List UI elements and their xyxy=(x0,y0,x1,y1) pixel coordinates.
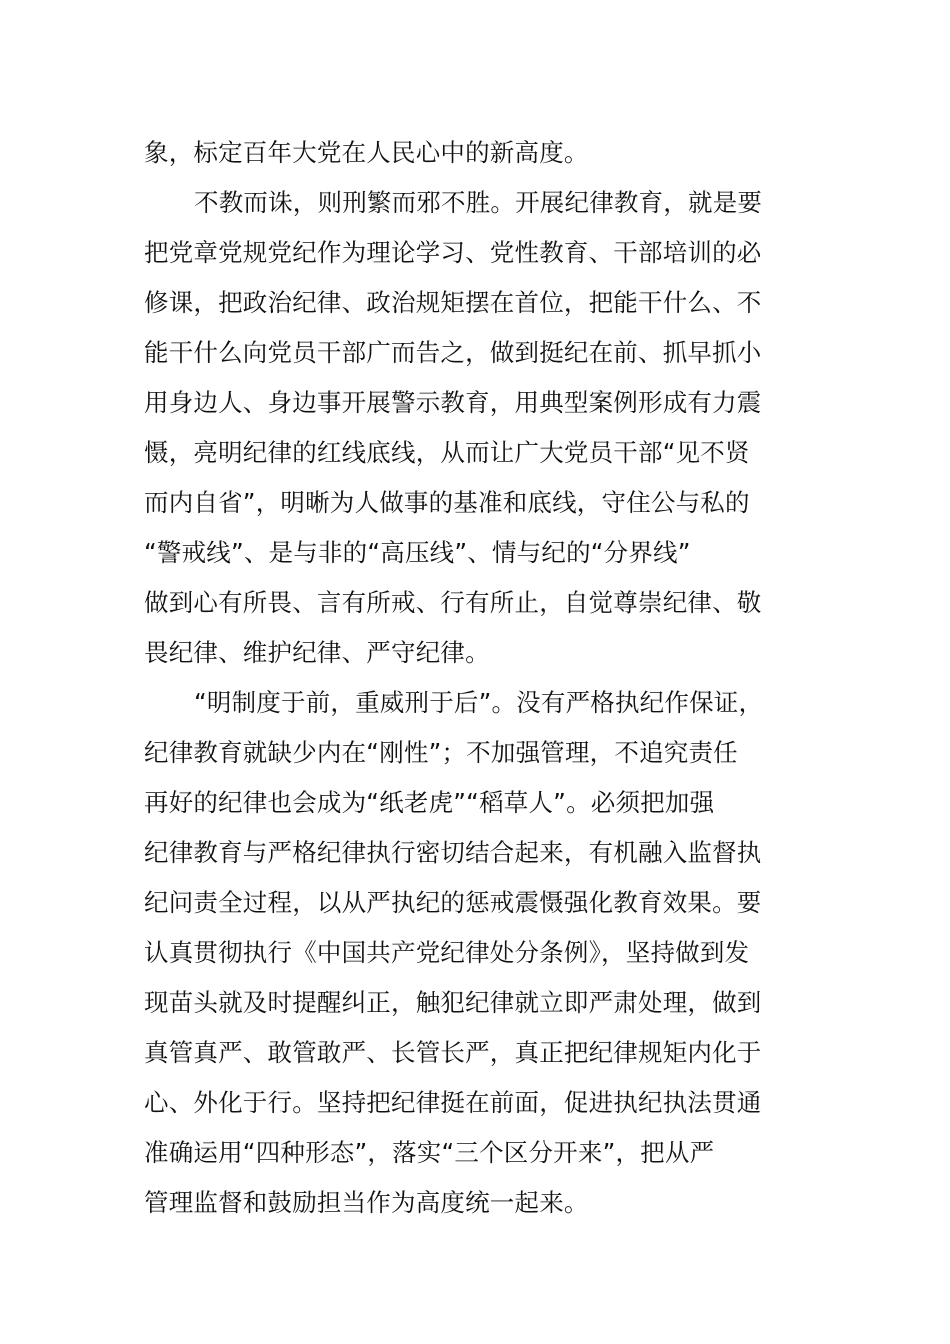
paragraph-line: 畏纪律、维护纪律、严守纪律。 xyxy=(144,638,490,667)
paragraph-line: 真管真严、敢管敢严、长管长严，真正把纪律规矩内化于 xyxy=(144,1038,762,1067)
paragraph-line: 用身边人、身边事开展警示教育，用典型案例形成有力震 xyxy=(144,388,762,417)
paragraph-line: 做到心有所畏、言有所戒、行有所止，自觉尊崇纪律、敬 xyxy=(144,588,762,617)
paragraph-line: 准确运用“四种形态”，落实“三个区分开来”，把从严 xyxy=(144,1138,715,1167)
paragraph-line: 能干什么向党员干部广而告之，做到挺纪在前、抓早抓小 xyxy=(144,338,762,367)
paragraph-line: 现苗头就及时提醒纠正，触犯纪律就立即严肃处理，做到 xyxy=(144,988,762,1017)
paragraph-line: 修课，把政治纪律、政治规矩摆在首位，把能干什么、不 xyxy=(144,288,762,317)
paragraph-line: 纪问责全过程，以从严执纪的惩戒震慑强化教育效果。要 xyxy=(144,888,762,917)
paragraph-line: 不教而诛，则刑繁而邪不胜。开展纪律教育，就是要 xyxy=(194,188,763,217)
paragraph-line: 再好的纪律也会成为“纸老虎”“稻草人”。必须把加强 xyxy=(144,788,715,817)
paragraph-line: 慑，亮明纪律的红线底线，从而让广大党员干部“见不贤 xyxy=(144,438,750,467)
paragraph-line: 纪律教育与严格纪律执行密切结合起来，有机融入监督执 xyxy=(144,838,762,867)
paragraph-line: 认真贯彻执行《中国共产党纪律处分条例》，坚持做到发 xyxy=(144,938,750,967)
paragraph-2 xyxy=(144,178,814,678)
paragraph-3 xyxy=(144,678,814,1228)
paragraph-line: 而内自省”，明晰为人做事的基准和底线，守住公与私的 xyxy=(144,488,750,517)
paragraph-line: 管理监督和鼓励担当作为高度统一起来。 xyxy=(144,1188,589,1217)
paragraph-line: 心、外化于行。坚持把纪律挺在前面，促进执纪执法贯通 xyxy=(144,1088,762,1117)
paragraph-line: “警戒线”、是与非的“高压线”、情与纪的“分界线” xyxy=(144,538,691,567)
paragraph-1 xyxy=(144,128,814,178)
paragraph-line: 象，标定百年大党在人民心中的新高度。 xyxy=(144,138,589,167)
body-text xyxy=(144,128,814,1228)
paragraph-line: 纪律教育就缺少内在“刚性”；不加强管理，不追究责任 xyxy=(144,738,738,767)
paragraph-line: 把党章党规党纪作为理论学习、党性教育、干部培训的必 xyxy=(144,238,762,267)
paragraph-line: “明制度于前，重威刑于后”。没有严格执纪作保证， xyxy=(194,688,764,717)
